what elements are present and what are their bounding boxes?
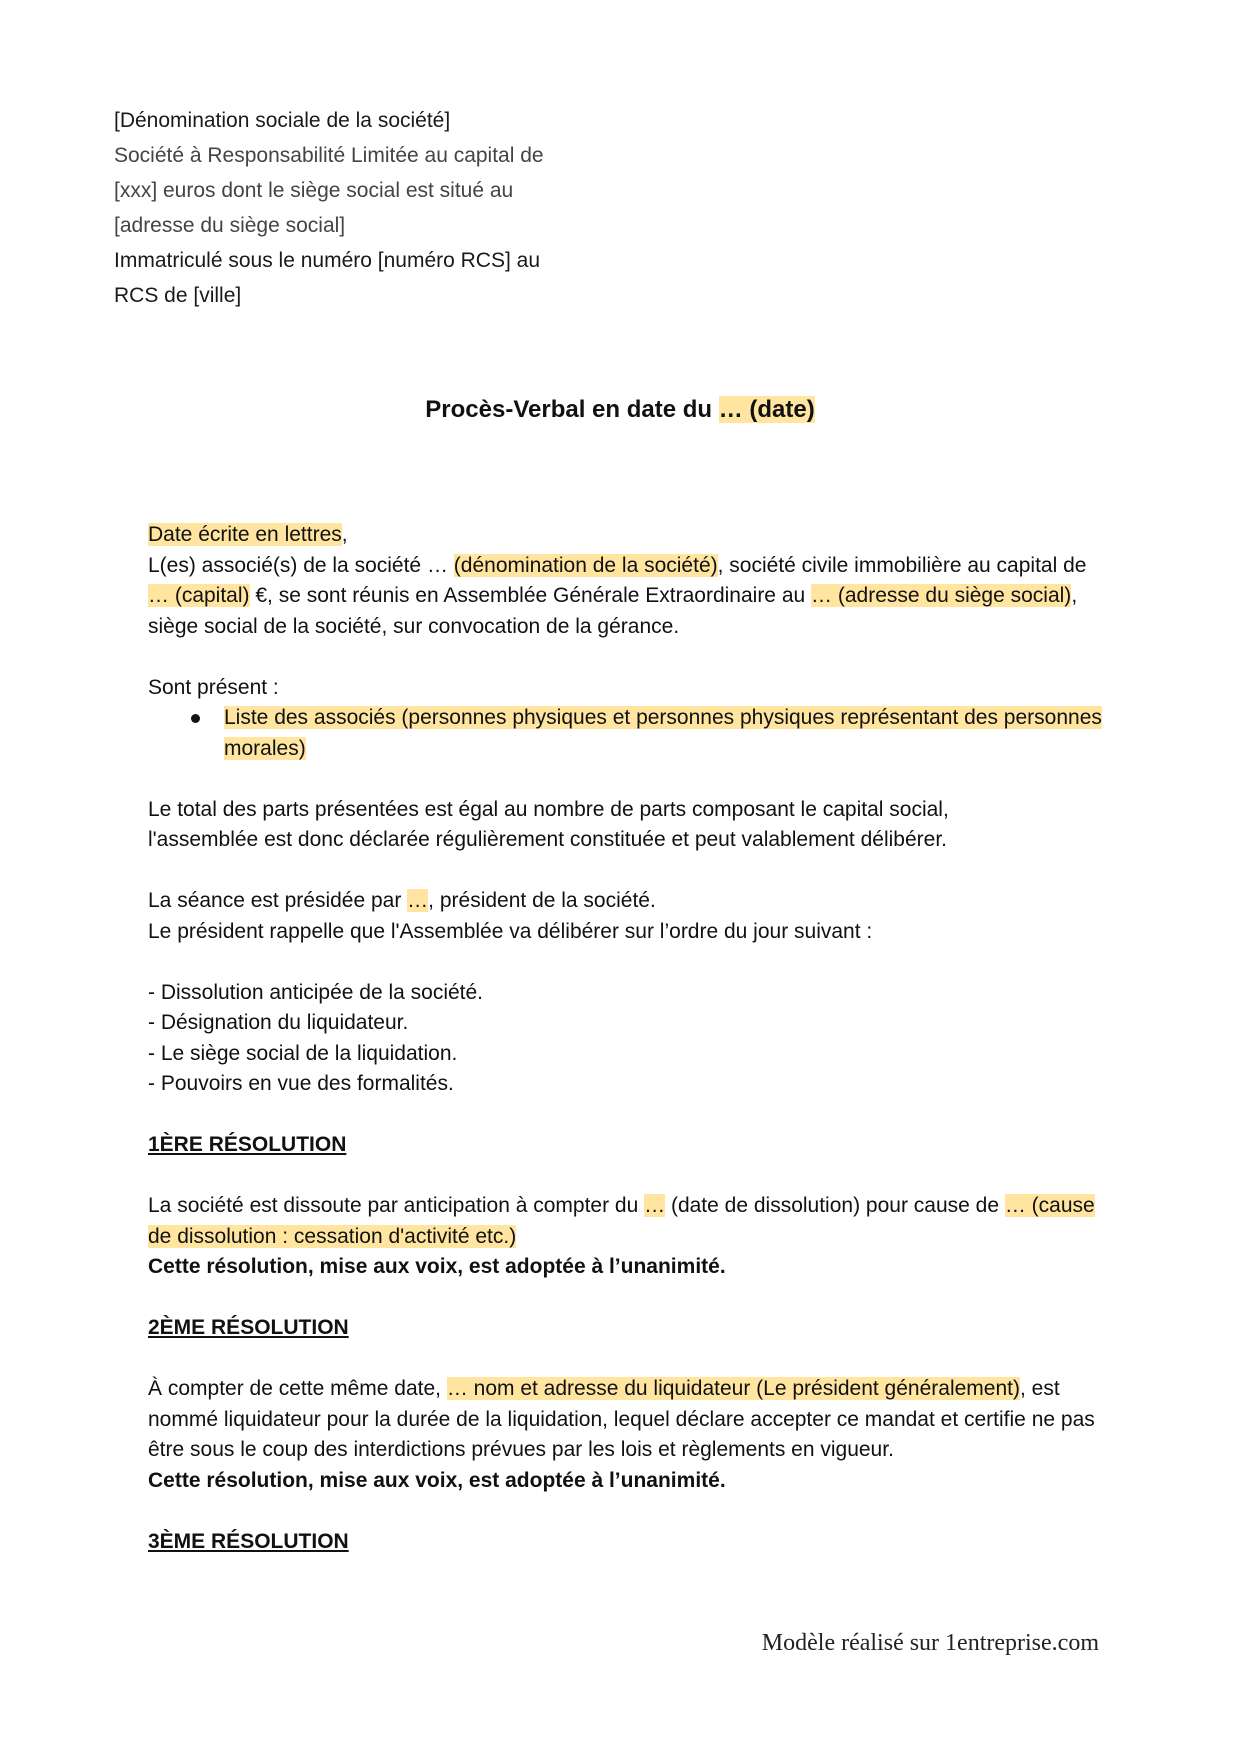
legal-form-line: Société à Responsabilité Limitée au capital de <box>114 144 544 167</box>
title-date-placeholder: … (date) <box>718 396 815 423</box>
company-name: [Dénomination sociale de la société] <box>114 109 451 132</box>
company-header <box>114 103 573 313</box>
agenda-intro: Le président rappelle que l'Assemblée va délibérer sur l’ordre du jour suivant : <box>148 919 873 943</box>
presidency-line <box>148 886 1108 917</box>
intro-text-4: , siège social de la société, sur convocation de la gérance. <box>148 584 1078 638</box>
resolution-3-heading: 3ÈME RÉSOLUTION <box>148 1529 349 1553</box>
rcs-line: Immatriculé sous le numéro [numéro RCS] au <box>114 249 540 272</box>
intro-text-1: L(es) associé(s) de la société … <box>148 553 454 577</box>
rcs-city-line: RCS de [ville] <box>114 284 242 307</box>
resolution-2-text-2: , est nommé liquidateur pour la durée de la liquidation, lequel déclare accepter ce mandat et certifie ne pas être sous le coup des interdictions prévues par les lois et règlements en vigueur. <box>148 1377 1095 1461</box>
resolution-1-vote: Cette résolution, mise aux voix, est adoptée à l’unanimité. <box>148 1255 726 1278</box>
present-label: Sont présent : <box>148 675 279 699</box>
liquidator-placeholder: … nom et adresse du liquidateur (Le président généralement) <box>446 1377 1020 1400</box>
agenda-item: - Dissolution anticipée de la société. <box>148 980 484 1004</box>
document-body <box>148 520 1108 1557</box>
presidency-text-1: La séance est présidée par <box>148 889 408 912</box>
title-prefix: Procès-Verbal en date du <box>425 396 719 423</box>
intro-date <box>148 520 1108 551</box>
quorum-line-1: Le total des parts présentées est égal au nombre de parts composant le capital social, <box>148 797 949 821</box>
resolution-1-text-1: La société est dissoute par anticipation à compter du <box>148 1194 645 1217</box>
seat-address-placeholder: … (adresse du siège social) <box>811 584 1072 607</box>
present-list <box>148 703 1108 764</box>
resolution-1-heading: 1ÈRE RÉSOLUTION <box>148 1133 347 1156</box>
presidency-text-2: , président de la société. <box>428 889 656 912</box>
capital-placeholder: … (capital) <box>148 584 250 607</box>
resolution-2-text <box>148 1374 1108 1466</box>
agenda-item: - Le siège social de la liquidation. <box>148 1041 458 1065</box>
resolution-2-vote: Cette résolution, mise aux voix, est adoptée à l’unanimité. <box>148 1468 726 1492</box>
president-placeholder: … <box>407 889 429 912</box>
footer-credit: Modèle réalisé sur 1entreprise.com <box>761 1630 1099 1656</box>
intro-text-2: , société civile immobilière au capital de <box>717 553 1087 577</box>
document-title <box>0 391 1240 429</box>
dissolution-date-placeholder: … <box>644 1194 666 1217</box>
resolution-2-heading: 2ÈME RÉSOLUTION <box>148 1316 349 1339</box>
associates-placeholder: Liste des associés (personnes physiques et personnes physiques représentant des personnes morales) <box>224 706 1102 760</box>
quorum-line-2: l'assemblée est donc déclarée régulièrement constituée et peut valablement délibérer. <box>148 828 947 851</box>
capital-seat-line: [xxx] euros dont le siège social est situé au <box>114 179 514 202</box>
dissolution-cause-placeholder: … (cause de dissolution : cessation d'activité etc.) <box>148 1194 1095 1248</box>
resolution-1-text <box>148 1191 1108 1252</box>
intro-text-3: €, se sont réunis en Assemblée Générale Extraordinaire au <box>249 584 812 607</box>
date-placeholder: Date écrite en lettres <box>148 523 342 546</box>
seat-address-line: [adresse du siège social] <box>114 214 346 237</box>
resolution-1-text-2: (date de dissolution) pour cause de <box>665 1194 1005 1217</box>
agenda-item: - Désignation du liquidateur. <box>148 1011 409 1034</box>
agenda-item: - Pouvoirs en vue des formalités. <box>148 1072 454 1095</box>
resolution-2-text-1: À compter de cette même date, <box>148 1377 447 1400</box>
intro-paragraph <box>148 551 1108 643</box>
list-item <box>224 703 1108 764</box>
intro-comma: , <box>341 523 348 546</box>
company-name-placeholder: (dénomination de la société) <box>453 553 718 577</box>
